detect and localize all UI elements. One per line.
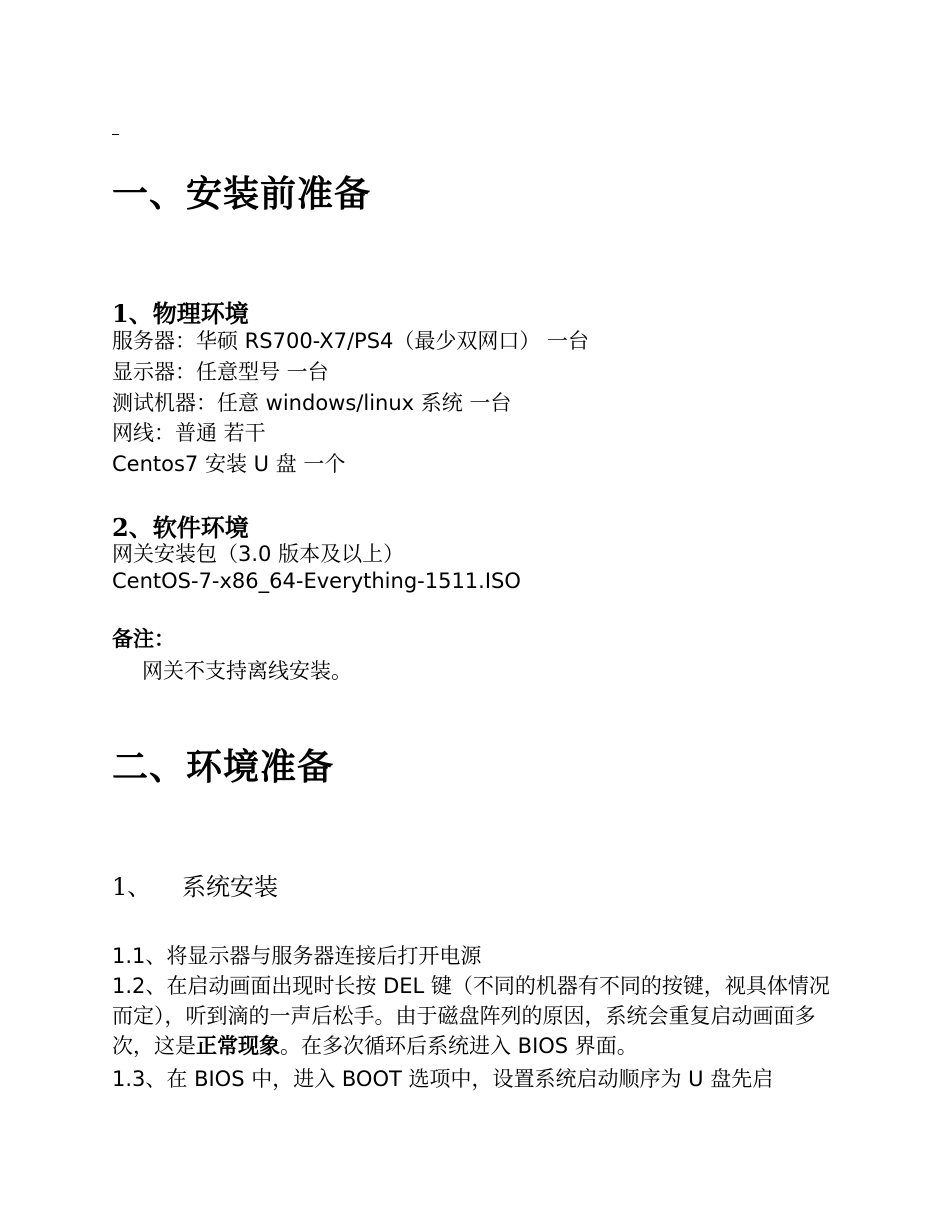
note-label: 备注：: [112, 627, 175, 651]
step-1-1: 1.1、将显示器与服务器连接后打开电源: [112, 944, 482, 968]
section-heading-environment: 二、环境准备: [112, 746, 335, 788]
subheading-physical-environment: 1、物理环境: [112, 299, 249, 328]
step-1-2-text: 1.2、在启动画面出现时长按 DEL 键（不同的机器有不同的按键，视具体情况而定），听到滴的一声后松手。由于磁盘阵列的原因，系统会重复启动画面多次，这是: [112, 974, 830, 1058]
step-1-3: 1.3、在 BIOS 中，进入 BOOT 选项中，设置系统启动顺序为 U 盘先启: [112, 1067, 774, 1091]
section-heading-preparation: 一、安装前准备: [112, 173, 372, 215]
subheading-system-install: 系统安装: [182, 873, 278, 901]
step-1-2-text-end: 。在多次循环后系统进入 BIOS 界面。: [280, 1034, 638, 1058]
text-cursor-mark: [112, 134, 119, 135]
software-item-centos-iso: CentOS-7-x86_64-Everything-1511.ISO: [112, 569, 521, 593]
subheading-number: 1、: [112, 873, 152, 901]
step-1-2: [112, 971, 838, 1061]
subheading-software-environment: 2、软件环境: [112, 513, 249, 542]
physical-item-test-machine: 测试机器：任意 windows/linux 系统 一台: [112, 391, 512, 415]
software-item-gateway-package: 网关安装包（3.0 版本及以上）: [112, 542, 405, 566]
physical-item-network-cable: 网线：普通 若干: [112, 421, 266, 445]
physical-item-monitor: 显示器：任意型号 一台: [112, 360, 329, 384]
step-1-2-emphasis: 正常现象: [196, 1034, 280, 1058]
physical-item-usb-drive: Centos7 安装 U 盘 一个: [112, 452, 346, 476]
physical-item-server: 服务器：华硕 RS700-X7/PS4（最少双网口） 一台: [112, 329, 590, 353]
note-text: 网关不支持离线安装。: [142, 659, 352, 683]
